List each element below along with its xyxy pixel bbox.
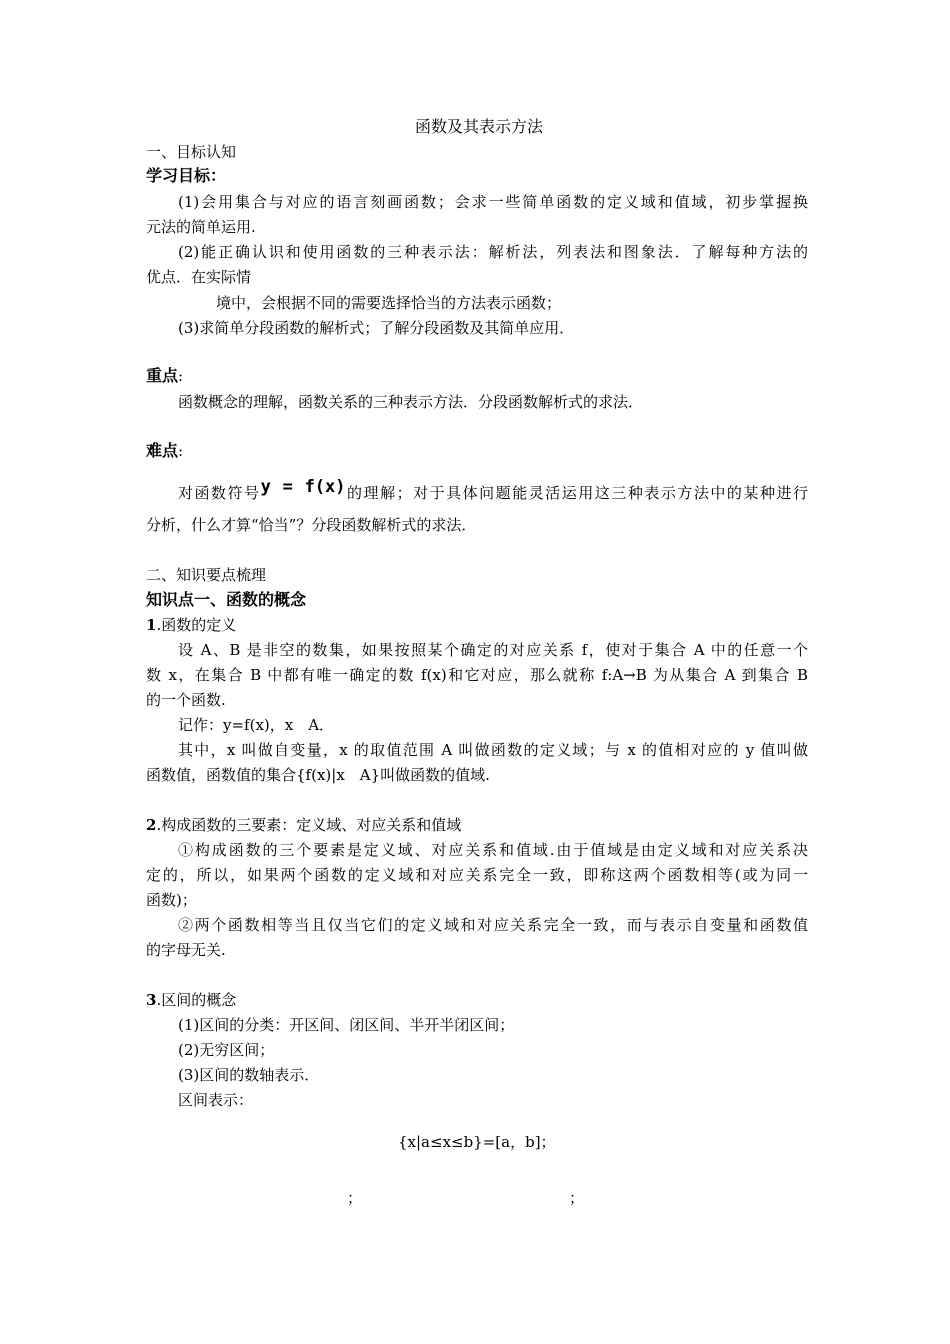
section-heading-goals: 一、目标认知 [146,143,237,161]
elements-line-3: 函数)； [146,891,197,909]
subsection-1-title: 1.函数的定义 [146,616,237,634]
difficulties-line-1: 对函数符号y = f(x)的理解；对于具体问题能灵活运用这三种表示方法中的某种进行 [178,477,808,502]
difficulties-heading: 难点: [146,441,184,460]
subsection-3-title: 3.区间的概念 [146,991,237,1009]
interval-representation-label: 区间表示： [178,1091,254,1109]
equality-line-1: ②两个函数相等当且仅当它们的定义域和对应关系完全一致，而与表示自变量和函数值 [178,916,808,934]
interval-item-1: (1)区间的分类：开区间、闭区间、半开半闭区间； [178,1016,515,1034]
learning-goals-heading: 学习目标： [146,166,227,185]
point-1-heading: 知识点一、函数的概念 [146,590,307,609]
interval-item-3: (3)区间的数轴表示． [178,1066,320,1084]
domain-range-line-2: 函数值，函数值的集合{f(x)|x A}叫做函数的值域. [146,766,490,784]
function-symbol: y = f(x) [260,477,346,497]
difficulties-line-2: 分析，什么才算“恰当”？分段函数解析式的求法． [146,516,477,534]
notation-line: 记作：y=f(x)，x A． [178,716,335,734]
section-heading-knowledge: 二、知识要点梳理 [146,566,267,584]
definition-line-2: 数 x，在集合 B 中都有唯一确定的数 f(x)和它对应，那么就称 f:A→B 为从集合 A 到集合 B [146,666,808,684]
domain-range-line-1: 其中，x 叫做自变量，x 的取值范围 A 叫做函数的定义域；与 x 的值相对应的 y 值叫做 [178,741,808,759]
page-title: 函数及其表示方法 [415,117,544,136]
subsection-2-title: 2.构成函数的三要素：定义域、对应关系和值域 [146,816,462,834]
elements-line-1: ①构成函数的三个要素是定义域、对应关系和值域.由于值域是由定义域和对应关系决 [178,841,808,859]
elements-line-2: 定的，所以，如果两个函数的定义域和对应关系完全一致，即称这两个函数相等(或为同一 [146,866,808,884]
key-points-heading: 重点: [146,366,184,385]
goal-2-line-3: 境中，会根据不同的需要选择恰当的方法表示函数； [216,294,562,312]
interval-item-2: (2)无穷区间； [178,1041,275,1059]
equality-line-2: 的字母无关. [146,941,226,959]
formula-separator-left: ； [347,1189,363,1207]
interval-formula: {x|a≤x≤b}=[a，b]； [398,1133,556,1151]
definition-line-3: 的一个函数. [146,691,226,709]
key-points-text: 函数概念的理解，函数关系的三种表示方法．分段函数解析式的求法． [178,393,644,411]
definition-line-1: 设 A、B 是非空的数集，如果按照某个确定的对应关系 f，使对于集合 A 中的任意一个 [178,641,808,659]
goal-3: (3)求简单分段函数的解析式；了解分段函数及其简单应用． [178,319,575,337]
goal-1-line-2: 元法的简单运用. [146,218,256,236]
goal-1-line-1: (1)会用集合与对应的语言刻画函数；会求一些简单函数的定义域和值域，初步掌握换 [178,193,808,211]
formula-separator-right: ； [569,1189,585,1207]
goal-2-line-1: (2)能正确认识和使用函数的三种表示法：解析法，列表法和图象法．了解每种方法的 [178,243,808,261]
goal-2-line-2: 优点．在实际情 [146,268,252,286]
